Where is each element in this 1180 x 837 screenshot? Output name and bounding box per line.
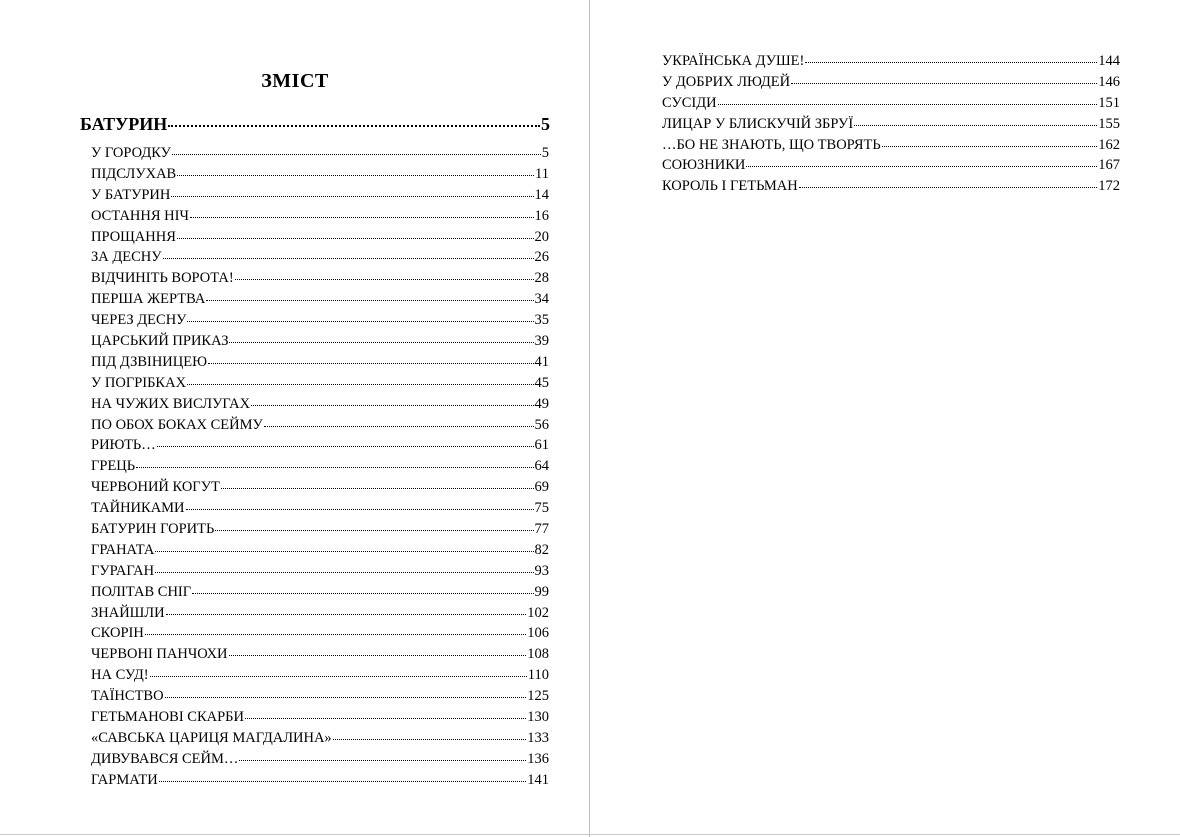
dot-leader [264,425,534,427]
toc-entry-page: 146 [1098,73,1120,90]
toc-entry-label: ТАЙНИКАМИ [91,500,185,517]
section-page-number: 5 [541,114,550,134]
toc-entry[interactable] [91,435,549,456]
toc-entry[interactable] [91,749,549,770]
toc-entry-page: 61 [534,437,549,454]
toc-entry[interactable] [91,164,549,185]
dot-leader [208,362,533,364]
toc-entry[interactable] [662,72,1120,93]
dot-leader [229,341,533,343]
toc-entry-label: СКОРІН [91,625,144,642]
dot-leader [805,61,1097,63]
dot-leader [854,124,1097,126]
dot-leader [718,103,1098,105]
toc-entry-page: 5 [541,145,549,161]
toc-entry[interactable] [91,519,549,540]
toc-entry[interactable] [91,623,549,644]
toc-entry-page: 93 [534,562,549,579]
toc-entry-label: ГЕТЬМАНОВІ СКАРБИ [91,709,244,726]
toc-list-left [91,143,549,791]
toc-entry-label: НА ЧУЖИХ ВИСЛУГАХ [91,395,251,412]
toc-entry-page: 108 [527,646,549,663]
toc-entry-label: ГУРАГАН [91,562,155,579]
toc-entry-page: 125 [527,688,549,705]
toc-entry[interactable] [91,247,549,268]
toc-entry-page: 110 [527,667,549,684]
toc-entry[interactable] [91,268,549,289]
toc-section-heading[interactable] [80,114,550,136]
toc-entry-label: У БАТУРИН [91,186,171,203]
dot-leader [245,717,526,719]
dot-leader [155,550,533,552]
toc-entry[interactable] [91,394,549,415]
toc-entry-page: 34 [534,291,549,308]
toc-entry-page: 35 [534,312,549,329]
toc-entry[interactable] [91,728,549,749]
toc-entry[interactable] [91,415,549,436]
dot-leader [333,738,527,740]
toc-entry[interactable] [662,155,1120,176]
dot-leader [166,613,527,615]
toc-entry-page: 151 [1098,94,1120,111]
toc-entry[interactable] [662,114,1120,135]
toc-entry[interactable] [662,93,1120,114]
toc-entry-page: 130 [527,709,549,726]
toc-entry-page: 102 [527,604,549,621]
toc-entry-page: 26 [534,249,549,266]
dot-leader [155,571,533,573]
dot-leader [177,237,534,239]
dot-leader [171,195,533,197]
toc-entry[interactable] [662,176,1120,197]
toc-entry-label: СУСІДИ [662,94,717,111]
toc-entry-label: ЧЕРЕЗ ДЕСНУ [91,312,187,329]
toc-entry[interactable] [91,310,549,331]
dot-leader [159,780,526,782]
section-label: БАТУРИН [80,114,168,134]
toc-entry-label: ГАРМАТИ [91,771,158,788]
toc-entry-label: ТАЇНСТВО [91,688,164,705]
dot-leader [168,124,540,127]
toc-entry-page: 144 [1098,53,1120,69]
toc-entry-label: ЗНАЙШЛИ [91,604,165,621]
toc-entry-label: ОСТАННЯ НІЧ [91,207,189,224]
toc-entry[interactable] [91,686,549,707]
toc-entry-page: 106 [527,625,549,642]
toc-entry-page: 141 [527,771,549,788]
toc-entry-page: 39 [534,333,549,350]
toc-entry[interactable] [91,331,549,352]
toc-entry-label: БАТУРИН ГОРИТЬ [91,521,215,538]
dot-leader [215,529,533,531]
dot-leader [177,174,534,176]
toc-entry[interactable] [91,143,549,164]
toc-entry[interactable] [662,135,1120,156]
toc-entry-page: 136 [527,750,549,767]
toc-entry-label: ПЕРША ЖЕРТВА [91,291,206,308]
dot-leader [251,404,533,406]
dot-leader [229,654,527,656]
dot-leader [145,633,526,635]
toc-entry[interactable] [662,51,1120,72]
toc-entry[interactable] [91,770,549,791]
toc-entry-label: ПРОЩАННЯ [91,228,176,245]
toc-entry-label: ЧЕРВОНИЙ КОГУТ [91,479,220,496]
dot-leader [746,165,1097,167]
toc-entry-label: ЧЕРВОНІ ПАНЧОХИ [91,646,228,663]
toc-entry-page: 20 [534,228,549,245]
toc-entry[interactable] [91,227,549,248]
toc-entry[interactable] [91,582,549,603]
toc-entry-label: ПО ОБОХ БОКАХ СЕЙМУ [91,416,263,433]
toc-entry-page: 172 [1098,178,1120,195]
toc-entry-page: 69 [534,479,549,496]
toc-entry-label: РИЮТЬ… [91,437,156,454]
toc-entry-label: ПІД ДЗВІНИЦЕЮ [91,353,208,370]
toc-entry-page: 133 [527,729,549,746]
toc-entry-label: «САВСЬКА ЦАРИЦЯ МАГДАЛИНА» [91,729,332,746]
page-bottom-edge [0,834,1180,835]
toc-entry-page: 167 [1098,157,1120,174]
toc-entry-label: ГРАНАТА [91,541,155,558]
toc-entry[interactable] [91,540,549,561]
toc-entry[interactable] [91,373,549,394]
toc-entry[interactable] [91,456,549,477]
toc-entry-page: 28 [534,270,549,287]
dot-leader [165,696,527,698]
dot-leader [157,445,534,447]
toc-entry-page: 45 [534,374,549,391]
dot-leader [186,508,534,510]
toc-entry-page: 16 [534,207,549,224]
toc-entry-page: 56 [534,416,549,433]
toc-entry-label: КОРОЛЬ І ГЕТЬМАН [662,178,798,195]
toc-entry-label: ЦАРСЬКИЙ ПРИКАЗ [91,333,229,350]
toc-entry-label: НА СУД! [91,667,149,684]
toc-entry-page: 162 [1098,136,1120,153]
dot-leader [136,466,533,468]
toc-entry[interactable] [91,352,549,373]
toc-entry[interactable] [91,561,549,582]
dot-leader [187,320,533,322]
toc-entry[interactable] [91,707,549,728]
toc-entry-page: 11 [535,165,549,182]
dot-leader [882,145,1098,147]
toc-entry[interactable] [91,477,549,498]
dot-leader [791,82,1097,84]
toc-entry-page: 99 [534,583,549,600]
toc-entry[interactable] [91,289,549,310]
toc-entry-label: ДИВУВАВСЯ СЕЙМ… [91,750,239,767]
toc-entry-label: ВІДЧИНІТЬ ВОРОТА! [91,270,234,287]
dot-leader [190,216,534,218]
toc-entry-page: 77 [534,521,549,538]
dot-leader [150,675,527,677]
toc-entry-page: 49 [534,395,549,412]
toc-entry-label: ПІДСЛУХАВ [91,165,177,182]
toc-entry[interactable] [91,185,549,206]
toc-entry-label: СОЮЗНИКИ [662,157,746,174]
toc-entry[interactable] [91,498,549,519]
toc-entry-label: ПОЛІТАВ СНІГ [91,583,192,600]
dot-leader [221,487,534,489]
dot-leader [206,299,533,301]
toc-title: ЗМІСТ [261,70,329,92]
toc-entry-label: ЗА ДЕСНУ [91,249,162,266]
toc-entry[interactable] [91,644,549,665]
dot-leader [163,257,534,259]
toc-entry-label: У ПОГРІБКАХ [91,374,187,391]
toc-entry-label: У ГОРОДКУ [91,145,171,161]
toc-entry-label: У ДОБРИХ ЛЮДЕЙ [662,73,791,90]
toc-entry-page: 14 [534,186,549,203]
toc-entry-page: 64 [534,458,549,475]
toc-entry[interactable] [91,665,549,686]
toc-entry-label: ЛИЦАР У БЛИСКУЧІЙ ЗБРУЇ [662,115,854,132]
dot-leader [239,759,526,761]
dot-leader [235,278,534,280]
toc-entry-page: 41 [534,353,549,370]
dot-leader [172,153,541,155]
toc-entry[interactable] [91,206,549,227]
dot-leader [799,186,1098,188]
toc-entry-label: УКРАЇНСЬКА ДУШЕ! [662,53,805,69]
toc-entry[interactable] [91,603,549,624]
toc-entry-page: 75 [534,500,549,517]
toc-list-right [662,51,1120,197]
toc-entry-page: 82 [534,541,549,558]
dot-leader [192,592,533,594]
toc-entry-label: …БО НЕ ЗНАЮТЬ, ЩО ТВОРЯТЬ [662,136,881,153]
dot-leader [187,383,533,385]
toc-entry-page: 155 [1098,115,1120,132]
toc-entry-label: ГРЕЦЬ [91,458,136,475]
